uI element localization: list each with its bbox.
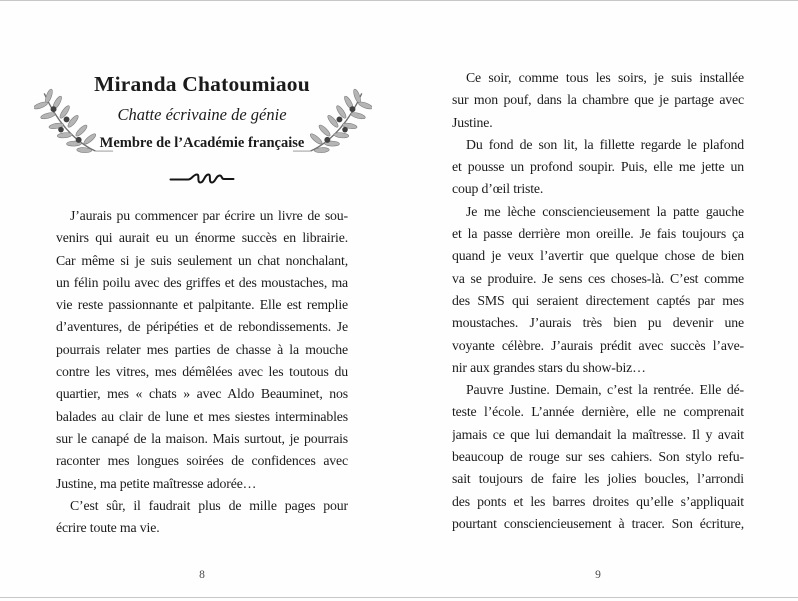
text-line: et la passe derrière mon oreille. Je fais toujours ça — [452, 226, 744, 242]
page-body — [452, 67, 744, 535]
olive-branch-icon — [34, 86, 114, 164]
text-line: des ponts et les barres droites qu’elle s’appliquait — [452, 493, 744, 509]
text-line: Justine. — [452, 114, 493, 130]
text-line: et pousse un profond soupir. Puis, elle me jette un — [452, 159, 744, 175]
text-line: va se produire. Je sens ces choses-là. C’est comme — [452, 270, 744, 286]
text-line: des SMS qui seraient directement captés par mes — [452, 292, 744, 308]
author-subtitle: Chatte écrivaine de génie — [117, 105, 287, 124]
text-line: moustaches. J’aurais très bien pu devenir une — [452, 315, 744, 331]
text-line: écrire toute ma vie. — [56, 520, 160, 536]
page-number: 9 — [595, 569, 601, 581]
page-number: 8 — [199, 569, 205, 581]
text-line: Ce soir, comme tous les soirs, je suis installée — [466, 70, 744, 85]
text-line: J’aurais pu commencer par écrire un livre de sou- — [70, 208, 348, 223]
text-line: coup d’œil triste. — [452, 181, 544, 197]
text-line: sur mon pouf, dans la chambre que je partage avec — [452, 92, 744, 108]
text-line: Je me lèche consciencieusement la patte gauche — [466, 203, 744, 219]
text-line: quand je veux l’avertir que quelque chose de bien — [452, 248, 744, 264]
text-line: Justine, ma petite maîtresse adorée… — [56, 475, 257, 491]
text-line: balades au clair de lune et mes siestes interminables — [56, 408, 348, 424]
text-line: vie reste passionnante et palpitante. Elle est remplie — [56, 297, 348, 313]
text-line: C’est sûr, il faudrait plus de mille pages pour — [70, 497, 348, 513]
text-line: pourrais relater mes parties de chasse à la mouche — [56, 341, 348, 357]
scribble-divider-icon — [169, 171, 235, 186]
author-name: Miranda Chatoumiaou — [94, 72, 310, 96]
text-line: quartier, mes « chats » avec Aldo Beauminet, nos — [56, 386, 348, 402]
text-line: contre les vitres, mes démêlées avec les toutous du — [56, 364, 348, 380]
text-line: jamais ce que lui demandait la maîtresse. Il y avait — [452, 426, 744, 442]
text-line: nir aux grandes stars du show-biz… — [452, 359, 646, 375]
book-page-right[interactable] — [452, 0, 744, 601]
page-body — [56, 205, 348, 539]
author-affiliation: Membre de l’Académie française — [99, 135, 305, 151]
olive-branch-icon — [292, 86, 372, 164]
text-line: raconter mes longues soirées de confidences avec — [56, 453, 348, 469]
text-line: venirs qui aurait eu un énorme succès en librairie. — [56, 230, 348, 246]
text-line: sait toujours de faire les jolies boucles, l’arrondi — [452, 471, 744, 487]
text-line: beaucoup de rouge sur ses cahiers. Son stylo refu- — [452, 449, 744, 465]
text-line: Du fond de son lit, la fillette regarde le plafond — [466, 136, 744, 152]
text-line: pourtant consciencieusement à tracer. Son écriture, — [452, 515, 744, 531]
text-line: Car même si je suis seulement un chat nonchalant, — [56, 252, 348, 268]
text-line: d’aventures, de péripéties et de rebondissements. Je — [56, 319, 348, 335]
book-page-left[interactable] — [56, 0, 348, 601]
text-line: voyante célèbre. J’aurais prédit avec succès l’ave- — [452, 337, 744, 353]
text-line: sur le canapé de la maison. Mais surtout, je pourrais — [56, 430, 348, 446]
text-line: teste l’école. L’année dernière, elle ne comprenait — [452, 404, 744, 420]
text-line: Pauvre Justine. Demain, c’est la rentrée. Elle dé- — [466, 382, 744, 398]
text-line: un félin poilu avec des griffes et des moustaches, ma — [56, 274, 348, 290]
